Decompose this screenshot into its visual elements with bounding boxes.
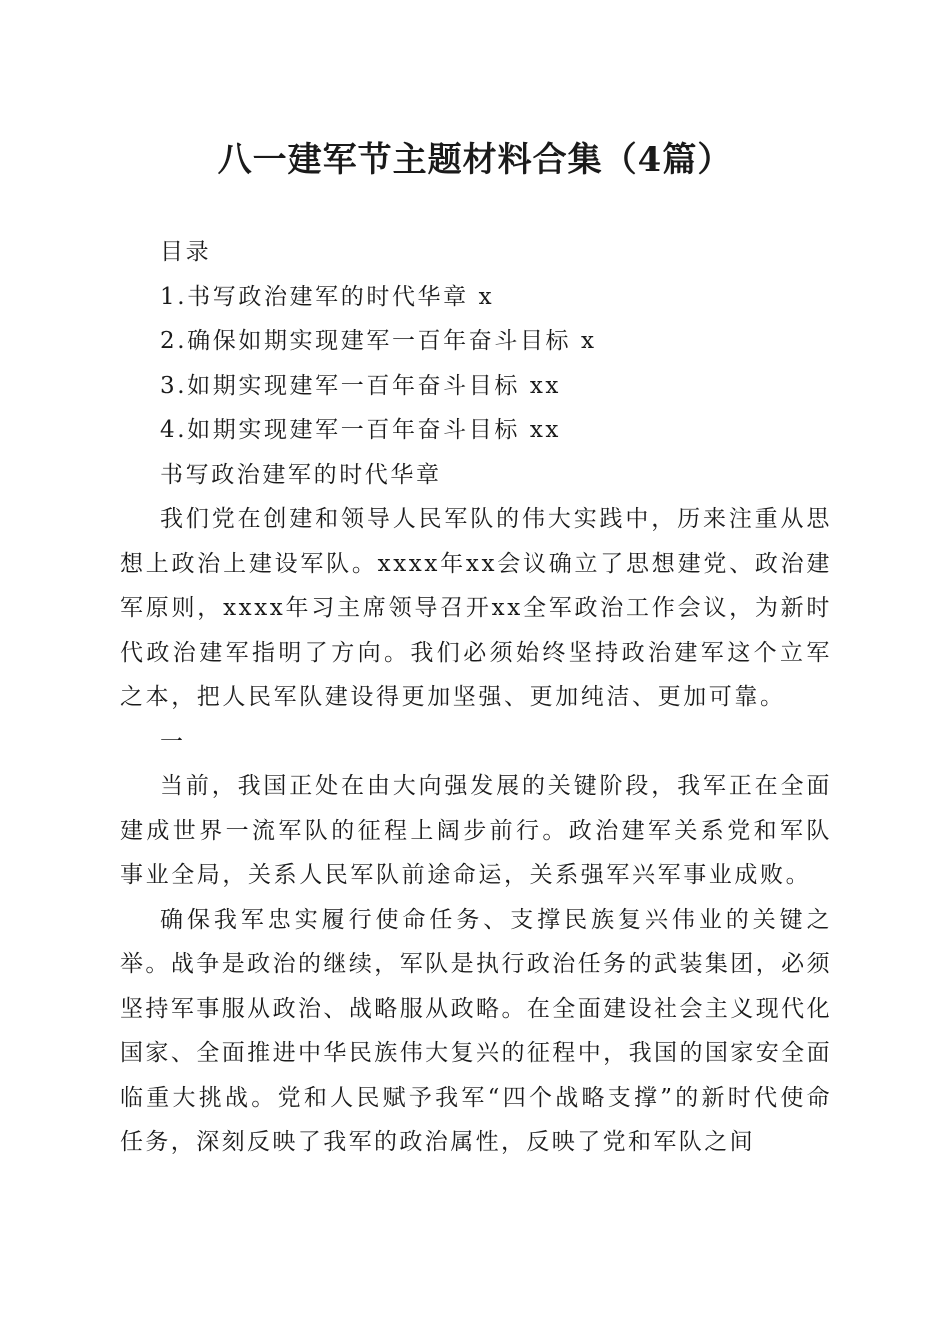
document-body [120,230,832,1165]
section-number: 一 [160,728,186,755]
toc-heading: 目录 [160,239,212,265]
document-title: 八一建军节主题材料合集（4篇） [217,140,733,180]
paragraph: 当前，我国正处在由大向强发展的关键阶段，我军正在全面建成世界一流军队的征程上阔步前行。政治建军关系党和军队事业全局，关系人民军队前途命运，关系强军兴军事业成败。 [120,773,832,888]
paragraph: 我们党在创建和领导人民军队的伟大实践中，历来注重从思想上政治上建设军队。xxxx年xx会议确立了思想建党、政治建军原则，xxxx年习主席领导召开xx全军政治工作会议，为新时代政治建军指明了方向。我们必须始终坚持政治建军这个立军之本，把人民军队建设得更加坚强、更加纯洁、更加可靠。 [120,506,832,710]
article-title: 书写政治建军的时代华章 [160,461,442,488]
toc-item[interactable]: 2.确保如期实现建军一百年奋斗目标 x [160,328,597,354]
paragraph: 确保我军忠实履行使命任务、支撑民族复兴伟业的关键之举。战争是政治的继续，军队是执行政治任务的武装集团，必须坚持军事服从政治、战略服从政略。在全面建设社会主义现代化国家、全面推进中华民族伟大复兴的征程中，我国的国家安全面临重大挑战。党和人民赋予我军“四个战略支撑”的新时代使命任务，深刻反映了我军的政治属性，反映了党和军队之间 [120,906,832,1155]
toc-item[interactable]: 3.如期实现建军一百年奋斗目标 xx [160,372,561,399]
toc-item[interactable]: 4.如期实现建军一百年奋斗目标 xx [160,417,561,443]
toc-item[interactable]: 1.书写政治建军的时代华章 x [160,283,495,310]
